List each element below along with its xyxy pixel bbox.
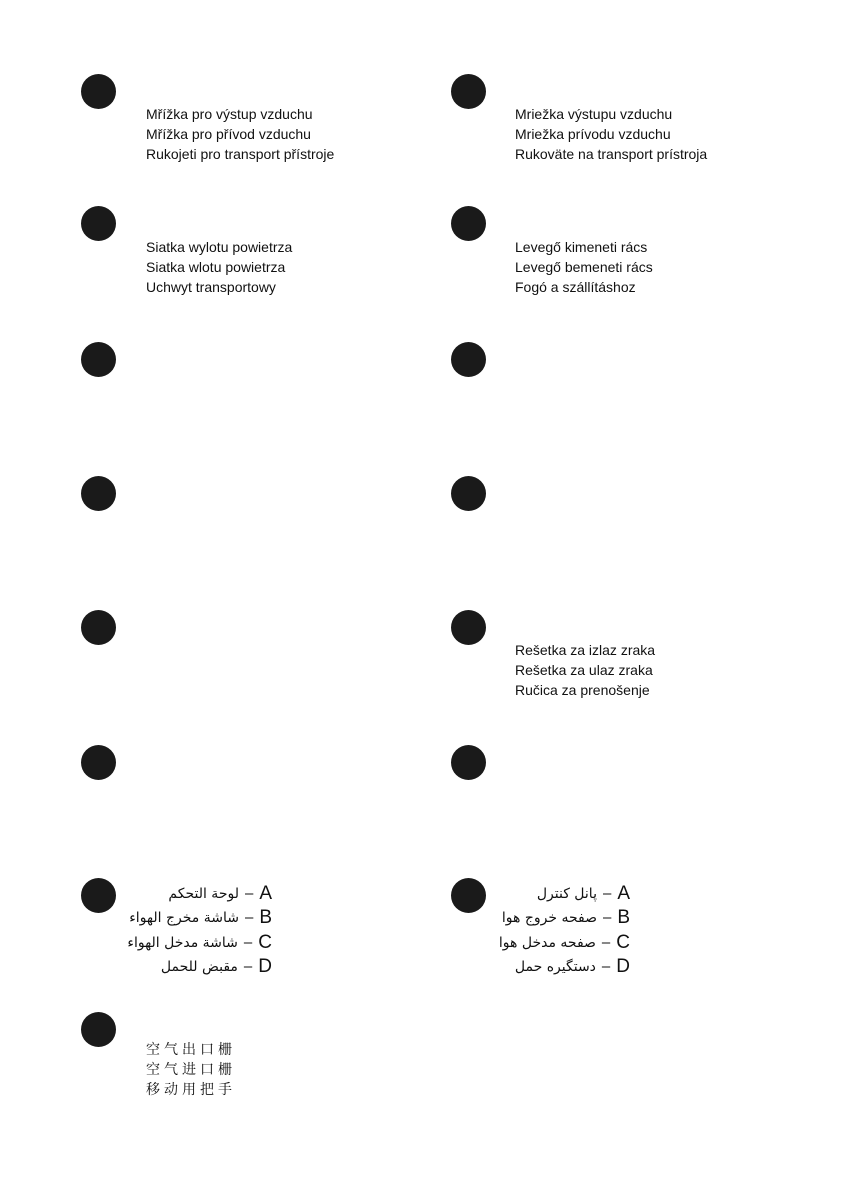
list-item: پانل کنترل – A: [536, 883, 630, 904]
section-marker-empty-6: [451, 476, 486, 511]
list-item: Siatka wlotu powietrza: [146, 259, 286, 275]
section-marker-pl: [81, 206, 116, 241]
section-marker-sk: [451, 74, 486, 109]
list-pl: [146, 237, 292, 297]
list-hr: [515, 640, 655, 700]
section-marker-hu: [451, 206, 486, 241]
list-item: Fogó a szállításhoz: [515, 279, 636, 295]
list-zh: [146, 1040, 236, 1100]
list-item: Mřížka pro výstup vzduchu: [146, 106, 313, 122]
section-marker-empty-2: [81, 476, 116, 511]
list-item: دستگیره حمل – D: [514, 955, 630, 977]
list-item: Levegő bemeneti rács: [515, 259, 653, 275]
list-item: Rukoväte na transport prístroja: [515, 146, 708, 162]
list-item: صفحه خروج هوا – B: [501, 907, 630, 929]
list-item: Rukojeti pro transport přístroje: [146, 146, 335, 162]
list-hu: [515, 237, 653, 297]
section-marker-hr: [451, 610, 486, 645]
list-item: 空气出口栅: [146, 1042, 236, 1058]
list-item: لوحة التحكم – A: [168, 883, 272, 904]
list-item: 空气进口栅: [146, 1062, 236, 1078]
list-item: شاشة مخرج الهواء – B: [129, 907, 272, 929]
list-item: Rešetka za ulaz zraka: [515, 662, 653, 678]
list-ar: [100, 882, 272, 979]
list-cz: [146, 104, 334, 164]
section-marker-empty-1: [81, 342, 116, 377]
list-item: Rešetka za izlaz zraka: [515, 642, 656, 658]
section-marker-cz: [81, 74, 116, 109]
section-marker-empty-4: [81, 745, 116, 780]
section-marker-empty-5: [451, 342, 486, 377]
list-item: Ručica za prenošenje: [515, 682, 650, 698]
list-item: صفحه مدخل هوا – C: [498, 931, 630, 953]
list-item: Siatka wylotu powietrza: [146, 239, 293, 255]
list-item: Uchwyt transportowy: [146, 279, 276, 295]
section-marker-empty-7: [451, 745, 486, 780]
list-item: Mriežka prívodu vzduchu: [515, 126, 671, 142]
list-item: 移动用把手: [146, 1082, 236, 1098]
list-fa: [470, 882, 630, 979]
list-item: مقبض للحمل – D: [160, 955, 272, 977]
list-item: Levegő kimeneti rács: [515, 239, 648, 255]
section-marker-zh: [81, 1012, 116, 1047]
section-marker-empty-3: [81, 610, 116, 645]
list-sk: [515, 104, 707, 164]
list-item: Mriežka výstupu vzduchu: [515, 106, 673, 122]
list-item: شاشة مدخل الهواء – C: [127, 931, 272, 953]
list-item: Mřížka pro přívod vzduchu: [146, 126, 311, 142]
